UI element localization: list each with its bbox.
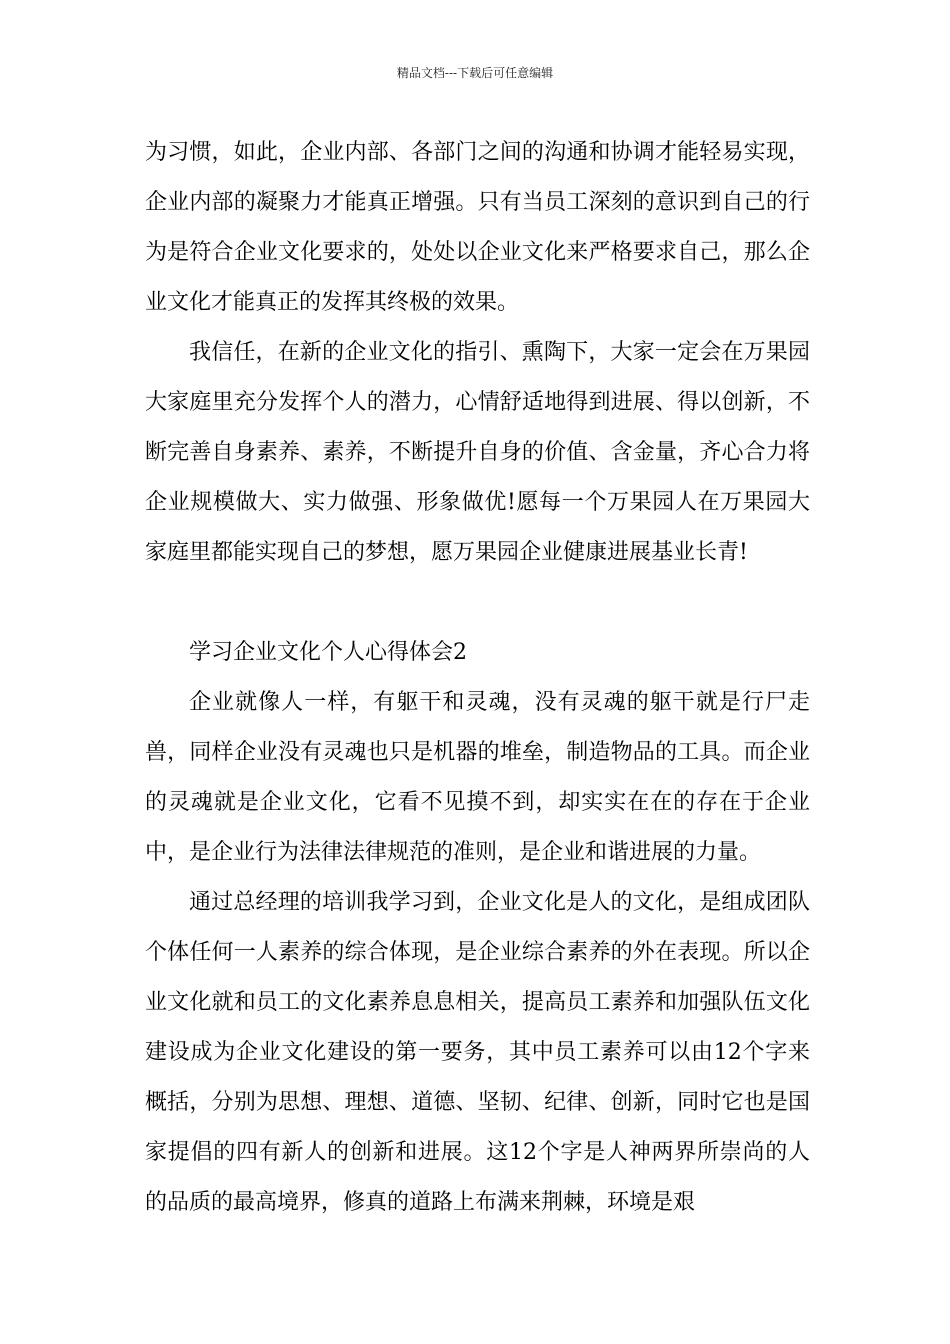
section-title: 学习企业文化个人心得体会2 (189, 640, 467, 665)
paragraph-trust: 我信任，在新的企业文化的指引、熏陶下，大家一定会在万果园大家庭里充分发挥个人的潜力，心情舒适地得到进展、得以创新，不断完善自身素养、素养，不断提升自身的价值、含金量，齐心合力将企业规模做大、实力做强、形象做优!愿每一个万果园人在万果园大家庭里都能实现自己的梦想，愿万果园企业健康进展基业长青! (145, 340, 810, 565)
document-body (145, 128, 810, 1228)
page-header: 精品文档---下载后可任意编辑 (396, 66, 554, 80)
paragraph-training: 通过总经理的培训我学习到，企业文化是人的文化，是组成团队个体任何一人素养的综合体现，是企业综合素养的外在表现。所以企业文化就和员工的文化素养息息相关，提高员工素养和加强队伍文化建设成为企业文化建设的第一要务，其中员工素养可以由12个字来概括，分别为思想、理想、道德、坚韧、纪律、创新，同时它也是国家提倡的四有新人的创新和进展。这12个字是人神两界所崇尚的人的品质的最高境界，修真的道路上布满来荆棘，环境是艰 (145, 890, 810, 1215)
paragraph-continuation: 为习惯，如此，企业内部、各部门之间的沟通和协调才能轻易实现，企业内部的凝聚力才能真正增强。只有当员工深刻的意识到自己的行为是符合企业文化要求的，处处以企业文化来严格要求自己，那么企业文化才能真正的发挥其终极的效果。 (145, 140, 810, 315)
paragraph-soul: 企业就像人一样，有躯干和灵魂，没有灵魂的躯干就是行尸走兽，同样企业没有灵魂也只是机器的堆垒，制造物品的工具。而企业的灵魂就是企业文化，它看不见摸不到，却实实在在的存在于企业中，是企业行为法律法律规范的准则，是企业和谐进展的力量。 (145, 690, 810, 865)
